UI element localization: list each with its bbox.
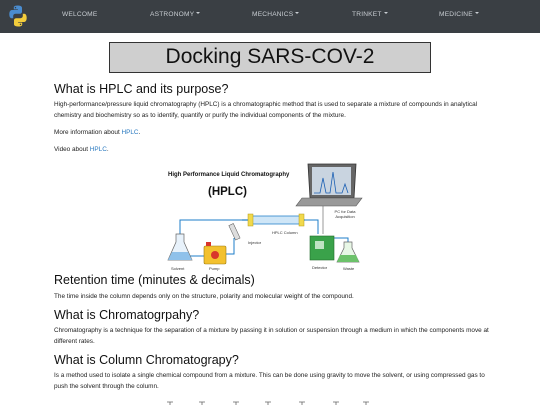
waste-flask-icon [337,242,359,262]
python-logo-icon[interactable] [6,4,30,28]
top-navbar [0,0,540,33]
nav-welcome[interactable]: WELCOME [62,11,98,18]
chromatography-description: Chromatography is a technique for the separation of a mixture by passing it in solution or suspension through a medium in which the components move at different rates. [54,327,489,345]
column-chromatography-image [165,400,375,405]
column-description: Is a method used to isolate a single chemical compound from a mixture. This can be done using gravity to move the solvent, or using compressed gas to push the solvent through the column. [54,372,485,390]
label-column: HPLC Column [272,230,298,235]
hplc-heading: What is HPLC and its purpose? [54,82,229,96]
label-solvent: Solvent [171,266,185,271]
label-injector: Injector [248,240,262,245]
pump-icon [204,242,226,264]
page-title: Docking SARS-COV-2 [109,42,431,73]
figure-heading: High Performance Liquid Chromatography [168,172,290,178]
hplc-column-icon [242,214,305,226]
more-info-line: More information about HPLC. [54,129,141,136]
nav-medicine[interactable]: MEDICINE [439,11,479,18]
label-pump: Pump [209,266,220,271]
label-detector: Detector [312,265,328,270]
nav-mechanics[interactable]: MECHANICS [252,11,299,18]
detector-icon [310,236,334,260]
chevron-down-icon [196,12,200,14]
hplc-diagram [160,158,380,276]
more-info-hplc-link[interactable]: HPLC [121,129,139,136]
column-heading: What is Column Chromatograpy? [54,353,239,367]
label-waste: Waste [343,266,355,271]
chevron-down-icon [295,12,299,14]
figure-acronym: (HPLC) [208,186,247,198]
label-pc: PC for Data Acquisition [334,209,356,219]
hplc-description: High-performance/pressure liquid chromatography (HPLC) is a chromatographic method that is used to separate a mixture of compounds in analytical chemistry and biochemistry so as to identify, quantify or purify the individual components of the mixture. [54,101,478,119]
video-hplc-link[interactable]: HPLC [89,146,107,153]
nav-astronomy[interactable]: ASTRONOMY [150,11,200,18]
nav-trinket[interactable]: TRINKET [352,11,388,18]
solvent-flask-icon [168,234,192,260]
chromatography-heading: What is Chromatogrpahy? [54,308,200,322]
laptop-icon [296,164,362,206]
retention-heading: Retention time (minutes & decimals) [54,273,255,287]
chevron-down-icon [384,12,388,14]
video-line: Video about HPLC. [54,146,109,153]
chevron-down-icon [475,12,479,14]
retention-description: The time inside the column depends only on the structure, polarity and molecular weight of the compound. [54,293,354,300]
injector-icon [229,223,240,240]
